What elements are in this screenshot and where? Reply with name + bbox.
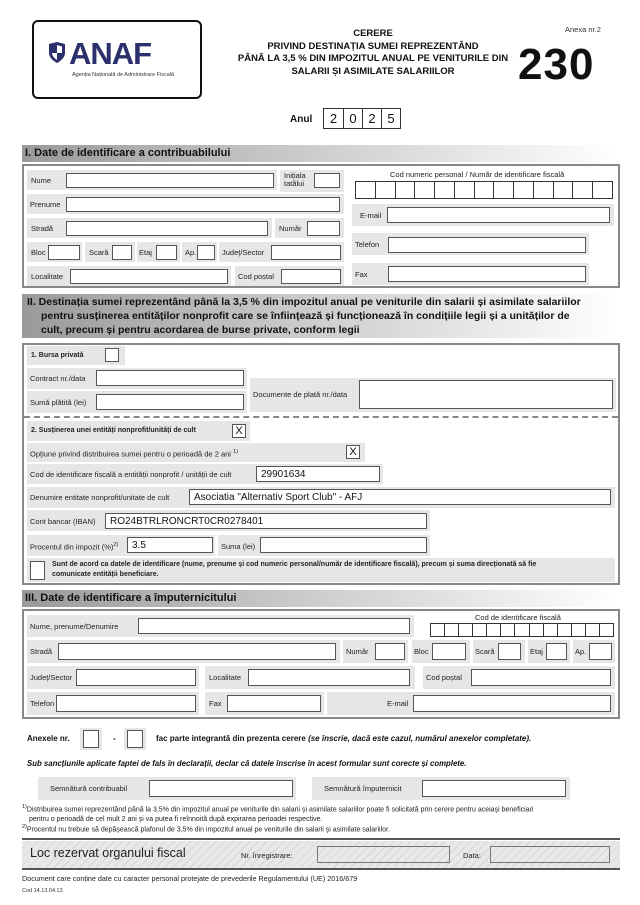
nr-inregistrare-label: Nr. înregistrare:	[241, 851, 293, 860]
section-3-title: III. Date de identificare a împuternicitului	[25, 592, 237, 604]
section-2-header	[22, 294, 620, 338]
form-number: 230	[518, 40, 595, 89]
reserved-bottom-rule	[22, 868, 620, 870]
footnote-1-ref: 1)	[233, 449, 238, 455]
cnp-digit	[553, 182, 573, 198]
cnp-digit	[434, 182, 454, 198]
section-2-divider	[24, 416, 618, 418]
reserved-title: Loc rezervat organului fiscal	[30, 846, 186, 860]
cif-digit	[514, 624, 528, 636]
cnp-digit	[493, 182, 513, 198]
acord-label: Sunt de acord ca datele de identificare (nume, prenume și cod numeric personal/număr de identificare fiscală), precum și suma direcționată să fie comunicate entității beneficiare.	[52, 561, 537, 578]
strada-label: Stradă	[31, 224, 54, 233]
localitate-input[interactable]	[70, 269, 228, 284]
imp-etaj-input[interactable]	[546, 643, 567, 660]
cif-digit	[444, 624, 458, 636]
signature-imputernicit-label: Semnătură împuternicit	[324, 784, 402, 793]
telefon-label: Telefon	[355, 240, 380, 249]
imp-scara-input[interactable]	[498, 643, 521, 660]
cif-digit	[486, 624, 500, 636]
imp-numar-input[interactable]	[375, 643, 405, 660]
procent-input[interactable]: 3.5	[127, 537, 213, 553]
cif-digit	[472, 624, 486, 636]
section-2-title-line: pentru susținerea entităților nonprofit care se înființează și funcționează în condițiile legii și a unităților de	[41, 310, 570, 322]
cif-digit	[458, 624, 472, 636]
suma-platita-label: Sumă plătită (lei)	[30, 398, 87, 407]
imp-telefon-label: Telefon	[30, 699, 55, 708]
declaration-text: Sub sancțiunile aplicate faptei de fals în declarații, declar că datele înscrise în acest formular sunt corecte și complete.	[27, 759, 467, 768]
suma-platita-input[interactable]	[96, 394, 244, 410]
imp-numar-label: Număr	[346, 647, 369, 656]
reserved-top-rule	[22, 838, 620, 840]
annexes-label: Anexele nr.	[27, 734, 70, 743]
data-input[interactable]	[490, 846, 610, 863]
cnp-digit	[572, 182, 592, 198]
strada-input[interactable]	[66, 221, 268, 236]
year-digit: 2	[329, 111, 338, 126]
prenume-label: Prenume	[30, 200, 61, 209]
title-line: PRIVIND DESTINAȚIA SUMEI REPREZENTÂND	[267, 40, 479, 52]
fax-label: Fax	[355, 270, 368, 279]
prenume-input[interactable]	[66, 197, 340, 212]
logo-subtitle: Agenția Națională de Administrare Fiscală	[72, 72, 175, 78]
cif-digit	[557, 624, 571, 636]
documente-label: Documente de plată nr./data	[253, 390, 348, 399]
footnote-2-ref: 2)	[113, 542, 119, 548]
cnp-digit	[533, 182, 553, 198]
cnp-digit	[356, 182, 375, 198]
initiala-input[interactable]	[314, 173, 340, 188]
year-input[interactable]	[323, 108, 401, 129]
iban-label: Cont bancar (IBAN)	[30, 517, 96, 526]
optiune-label: Opțiune privind distribuirea sumei pentru o perioadă de 2 ani $^{1)}$	[30, 449, 238, 459]
numar-input[interactable]	[307, 221, 340, 236]
imp-judet-label: Județ/Sector	[30, 673, 73, 682]
bloc-label: Bloc	[31, 248, 46, 257]
imp-fax-label: Fax	[209, 699, 222, 708]
contract-label: Contract nr./data	[30, 374, 86, 383]
sustinere-label: 2. Susținerea unei entități nonprofit/unități de cult	[31, 427, 196, 434]
imp-cod-postal-input[interactable]	[471, 669, 611, 686]
scara-input[interactable]	[112, 245, 132, 260]
imp-bloc-label: Bloc	[414, 647, 429, 656]
year-digit: 5	[381, 109, 400, 128]
judet-label: Județ/Sector	[222, 248, 265, 257]
imp-localitate-input[interactable]	[248, 669, 410, 686]
cif-digit	[500, 624, 514, 636]
numar-label: Număr	[279, 224, 302, 233]
iban-input[interactable]: RO24BTRLRONCRT0CR0278401	[105, 513, 427, 529]
scara-label: Scară	[89, 248, 109, 257]
procent-label: Procentul din impozit (%)$^{2)}$	[30, 542, 119, 552]
etaj-label: Etaj	[139, 248, 152, 257]
imp-ap-input[interactable]	[589, 643, 612, 660]
cnp-label: Cod numeric personal / Număr de identificare fiscală	[390, 170, 565, 179]
imp-telefon-input[interactable]	[56, 695, 196, 712]
cif-digit	[529, 624, 543, 636]
anaf-logo-box	[32, 20, 202, 99]
data-label: Data:	[463, 851, 481, 860]
imp-etaj-label: Etaj	[530, 647, 543, 656]
nume-label: Nume	[31, 176, 52, 185]
annexes-note: (se înscrie, dacă este cazul, numărul anexelor completate).	[308, 734, 532, 743]
cod-postal-label: Cod poștal	[238, 272, 274, 281]
denumire-label: Denumire entitate nonprofit/unitate de cult	[30, 493, 170, 502]
cnp-input[interactable]	[355, 181, 613, 199]
imp-email-input[interactable]	[413, 695, 611, 712]
documente-input[interactable]	[359, 380, 613, 409]
shield-icon	[48, 42, 66, 64]
imp-judet-input[interactable]	[76, 669, 196, 686]
year-digit: 0	[343, 109, 362, 128]
imp-nume-input[interactable]	[138, 618, 410, 634]
nr-inregistrare-input[interactable]	[317, 846, 450, 863]
cif-digit	[585, 624, 599, 636]
annex-from-input[interactable]	[83, 730, 99, 748]
cif-entitate-input[interactable]: 29901634	[256, 466, 380, 482]
cod-postal-input[interactable]	[281, 269, 341, 284]
cif-digit	[431, 624, 444, 636]
cnp-digit	[474, 182, 494, 198]
section-1-header	[22, 145, 620, 162]
judet-input[interactable]	[271, 245, 341, 260]
signature-contribuabil-label: Semnătură contribuabil	[50, 784, 128, 793]
initiala-label: Inițiala tatălui	[284, 171, 306, 188]
bloc-input[interactable]	[48, 245, 80, 260]
annex-dash: -	[113, 734, 116, 743]
imp-bloc-input[interactable]	[432, 643, 466, 660]
year-label: Anul	[290, 114, 313, 125]
signature-contribuabil-input[interactable]	[149, 780, 293, 797]
imp-nume-label: Nume, prenume/Denumire	[30, 622, 119, 631]
email-input[interactable]	[387, 207, 610, 223]
bursa-checkbox[interactable]	[105, 348, 119, 362]
form-title	[232, 28, 514, 78]
ap-label: Ap.	[185, 248, 197, 257]
telefon-input[interactable]	[388, 237, 586, 253]
cnp-digit	[454, 182, 474, 198]
title-line: SALARII ȘI ASIMILATE SALARIILOR	[291, 65, 455, 77]
cnp-digit	[592, 182, 612, 198]
cnp-digit	[395, 182, 415, 198]
acord-checkbox[interactable]	[30, 561, 45, 580]
imp-cif-input[interactable]	[430, 623, 614, 637]
ap-input[interactable]	[197, 245, 215, 260]
cnp-digit	[375, 182, 395, 198]
signature-imputernicit-input[interactable]	[422, 780, 566, 797]
title-line: CERERE	[353, 28, 393, 39]
fax-input[interactable]	[388, 266, 586, 282]
imp-strada-label: Stradă	[30, 647, 53, 656]
nume-input[interactable]	[66, 173, 274, 188]
optiune-checkbox[interactable]: X	[346, 445, 360, 459]
imp-ap-label: Ap.	[575, 647, 587, 656]
footnote-2: $^{2)}$Procentul nu trebuie să depășească plafonul de 3,5% din impozitul anual pe veniturile din salarii și asimilate salariilor.	[22, 824, 390, 834]
localitate-label: Localitate	[31, 272, 64, 281]
denumire-input[interactable]: Asociatia "Alternativ Sport Club" - AFJ	[189, 489, 611, 505]
imp-email-label: E-mail	[387, 699, 409, 708]
section-3-header	[22, 590, 620, 607]
imp-localitate-label: Localitate	[209, 673, 242, 682]
annexes-text: fac parte integrantă din prezenta cerere (se înscrie, dacă este cazul, numărul anexelor completate).	[156, 734, 532, 743]
etaj-input[interactable]	[156, 245, 177, 260]
contract-input[interactable]	[96, 370, 244, 386]
email-label: E-mail	[360, 211, 382, 220]
cnp-digit	[414, 182, 434, 198]
section-1-title: I. Date de identificare a contribuabilului	[25, 147, 231, 159]
logo-text: ANAF	[69, 36, 152, 71]
imp-strada-input[interactable]	[58, 643, 336, 660]
cnp-digit	[513, 182, 533, 198]
imp-cif-label: Cod de identificare fiscală	[475, 613, 561, 622]
bursa-label: 1. Bursa privată	[31, 352, 84, 359]
year-digit: 2	[362, 109, 381, 128]
cif-entitate-label: Cod de identificare fiscală a entității nonprofit / unității de cult	[30, 470, 232, 479]
cif-digit	[571, 624, 585, 636]
section-2-title-line: II. Destinația sumei reprezentând până la 3,5 % din impozitul anual pe veniturile din salarii și asimilate salariilor	[27, 296, 581, 308]
imp-cod-postal-label: Cod poștal	[426, 673, 462, 682]
imp-fax-input[interactable]	[227, 695, 321, 712]
footnote-1: $^{1)}$Distribuirea sumei reprezentând până la 3,5% din impozitul anual pe veniturile din salarii și asimilate salariilor poate fi solicitată prin cerere pentru aceiași beneficiari pentru o perioadă de cel mult 2 ani și va putea fi reînnoită după expirarea perioadei respective.	[22, 804, 534, 823]
suma-input[interactable]	[260, 537, 427, 553]
cif-digit	[599, 624, 613, 636]
annex-to-input[interactable]	[127, 730, 143, 748]
annex-label: Anexa nr.2	[565, 25, 601, 34]
suma-label: Suma (lei)	[221, 542, 256, 551]
section-2-title-line: cult, precum și pentru acordarea de burse private, conform legii	[41, 324, 360, 336]
gdpr-notice: Document care conține date cu caracter personal protejate de prevederile Regulamentului (UE) 2016/679	[22, 874, 358, 883]
sustinere-checkbox[interactable]: X	[232, 424, 246, 438]
cif-digit	[543, 624, 557, 636]
title-line: PÂNĂ LA 3,5 % DIN IMPOZITUL ANUAL PE VENITURILE DIN	[237, 53, 509, 64]
imp-scara-label: Scară	[475, 647, 495, 656]
form-code: Cod 14.13.04.13	[22, 888, 63, 894]
